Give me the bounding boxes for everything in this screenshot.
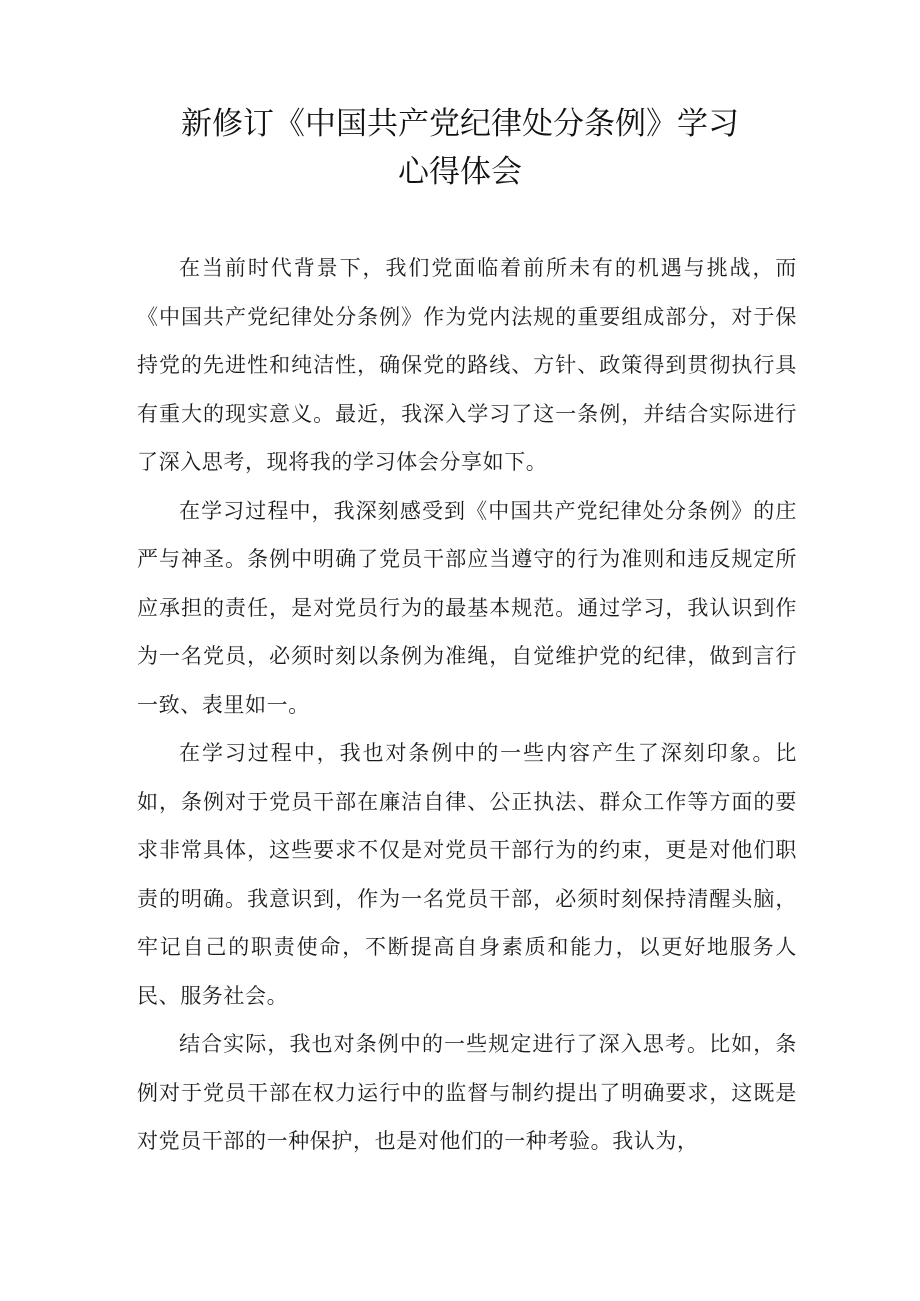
document-body	[137, 244, 797, 1166]
paragraph-2: 在学习过程中，我深刻感受到《中国共产党纪律处分条例》的庄严与神圣。条例中明确了党员干部应当遵守的行为准则和违反规定所应承担的责任，是对党员行为的最基本规范。通过学习，我认识到作为一名党员，必须时刻以条例为准绳，自觉维护党的纪律，做到言行一致、表里如一。	[137, 498, 797, 717]
document-title	[100, 100, 820, 196]
paragraph-4: 结合实际，我也对条例中的一些规定进行了深入思考。比如，条例对于党员干部在权力运行中的监督与制约提出了明确要求，这既是对党员干部的一种保护，也是对他们的一种考验。我认为，	[137, 1032, 797, 1153]
title-line-2: 心得体会	[398, 154, 522, 190]
title-line-1: 新修订《中国共产党纪律处分条例》学习	[181, 106, 739, 142]
paragraph-1: 在当前时代背景下，我们党面临着前所未有的机遇与挑战，而《中国共产党纪律处分条例》作为党内法规的重要组成部分，对于保持党的先进性和纯洁性，确保党的路线、方针、政策得到贯彻执行具有重大的现实意义。最近，我深入学习了这一条例，并结合实际进行了深入思考，现将我的学习体会分享如下。	[137, 256, 797, 474]
paragraph-3: 在学习过程中，我也对条例中的一些内容产生了深刻印象。比如，条例对于党员干部在廉洁自律、公正执法、群众工作等方面的要求非常具体，这些要求不仅是对党员干部行为的约束，更是对他们职责的明确。我意识到，作为一名党员干部，必须时刻保持清醒头脑，牢记自己的职责使命，不断提高自身素质和能力，以更好地服务人民、服务社会。	[137, 741, 797, 1008]
